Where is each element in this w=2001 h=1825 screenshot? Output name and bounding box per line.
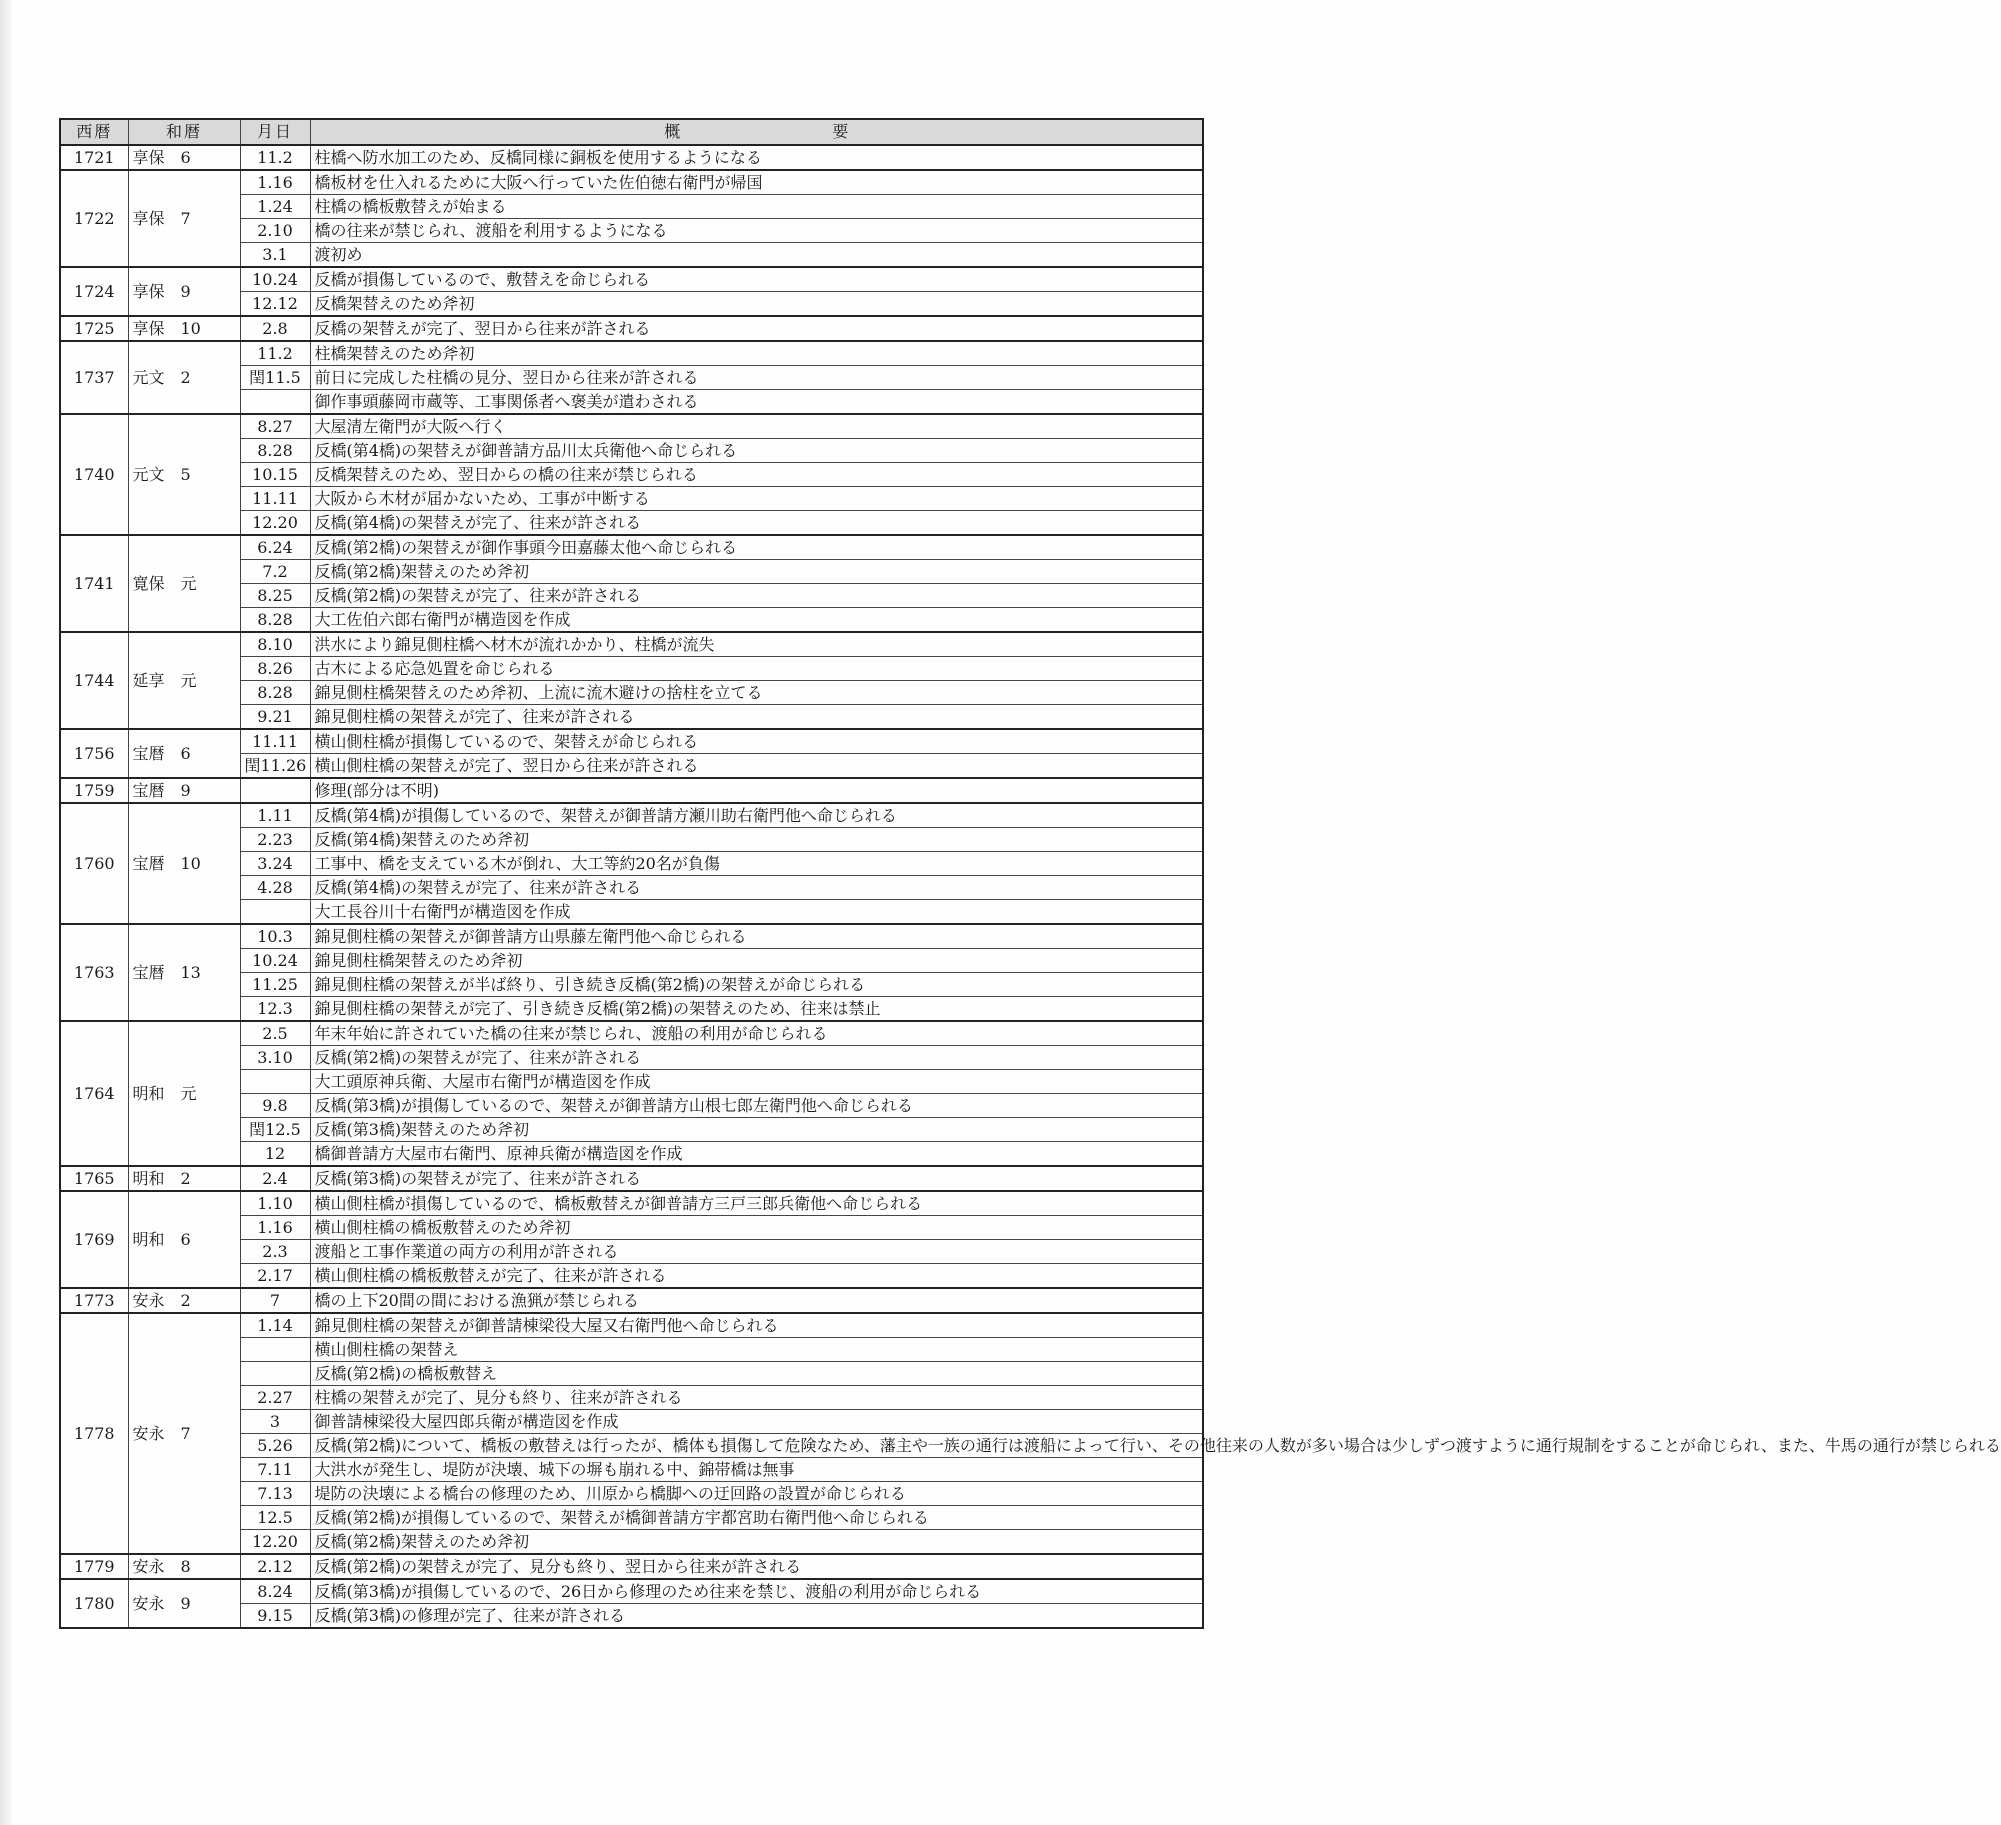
table-row [60, 1554, 1203, 1579]
year-cell: 1721 [60, 145, 128, 170]
date-cell: 2.10 [240, 219, 310, 243]
table-row [60, 267, 1203, 292]
date-cell: 12.3 [240, 997, 310, 1022]
date-cell: 10.3 [240, 924, 310, 949]
summary-cell: 大工佐伯六郎右衛門が構造図を作成 [310, 608, 1203, 633]
date-cell: 2.8 [240, 316, 310, 341]
date-cell: 8.10 [240, 632, 310, 657]
date-cell: 1.11 [240, 803, 310, 828]
date-cell: 1.16 [240, 1216, 310, 1240]
table-row [60, 803, 1203, 828]
date-cell: 2.4 [240, 1166, 310, 1191]
summary-cell: 柱橋の架替えが完了、見分も終り、往来が許される [310, 1386, 1203, 1410]
era-cell: 宝暦 6 [128, 729, 240, 778]
date-cell: 8.26 [240, 657, 310, 681]
summary-cell: 大屋清左衛門が大阪へ行く [310, 414, 1203, 439]
summary-cell: 橋御普請方大屋市右衛門、原神兵衛が構造図を作成 [310, 1142, 1203, 1167]
date-cell: 2.23 [240, 828, 310, 852]
era-cell: 延享 元 [128, 632, 240, 729]
summary-cell: 反橋(第2橋)架替えのため斧初 [310, 560, 1203, 584]
era-cell: 享保 9 [128, 267, 240, 316]
era-cell: 明和 元 [128, 1021, 240, 1166]
date-cell: 12.20 [240, 1530, 310, 1555]
date-cell: 12 [240, 1142, 310, 1167]
year-cell: 1744 [60, 632, 128, 729]
date-cell: 5.26 [240, 1434, 310, 1458]
date-cell: 閏12.5 [240, 1118, 310, 1142]
summary-cell: 柱橋架替えのため斧初 [310, 341, 1203, 366]
date-cell: 1.24 [240, 195, 310, 219]
table-row [60, 1021, 1203, 1046]
date-cell: 2.5 [240, 1021, 310, 1046]
summary-cell: 横山側柱橋の架替えが完了、翌日から往来が許される [310, 754, 1203, 779]
table-row [60, 1579, 1203, 1604]
summary-cell: 反橋(第2橋)の架替えが完了、往来が許される [310, 1046, 1203, 1070]
summary-cell: 横山側柱橋の架替え [310, 1338, 1203, 1362]
summary-cell: 洪水により錦見側柱橋へ材木が流れかかり、柱橋が流失 [310, 632, 1203, 657]
summary-cell: 錦見側柱橋の架替えが御普請方山県藤左衛門他へ命じられる [310, 924, 1203, 949]
summary-cell: 横山側柱橋の橋板敷替えのため斧初 [310, 1216, 1203, 1240]
summary-cell: 反橋(第3橋)の架替えが完了、往来が許される [310, 1166, 1203, 1191]
table-row [60, 170, 1203, 195]
table-row [60, 535, 1203, 560]
date-cell: 10.24 [240, 267, 310, 292]
date-cell: 8.25 [240, 584, 310, 608]
date-cell: 12.5 [240, 1506, 310, 1530]
summary-cell: 渡船と工事作業道の両方の利用が許される [310, 1240, 1203, 1264]
date-cell: 12.20 [240, 511, 310, 536]
summary-cell: 反橋(第4橋)の架替えが御普請方品川太兵衛他へ命じられる [310, 439, 1203, 463]
date-cell: 9.8 [240, 1094, 310, 1118]
summary-cell: 前日に完成した柱橋の見分、翌日から往来が許される [310, 366, 1203, 390]
table-row [60, 632, 1203, 657]
table-row [60, 1313, 1203, 1338]
summary-cell: 橋板材を仕入れるために大阪へ行っていた佐伯徳右衛門が帰国 [310, 170, 1203, 195]
summary-cell: 横山側柱橋が損傷しているので、架替えが命じられる [310, 729, 1203, 754]
year-cell: 1741 [60, 535, 128, 632]
summary-cell: 渡初め [310, 243, 1203, 268]
summary-cell: 古木による応急処置を命じられる [310, 657, 1203, 681]
era-cell: 明和 2 [128, 1166, 240, 1191]
year-cell: 1756 [60, 729, 128, 778]
year-cell: 1722 [60, 170, 128, 267]
summary-cell: 柱橋の橋板敷替えが始まる [310, 195, 1203, 219]
header-date: 月日 [240, 119, 310, 145]
era-cell: 享保 6 [128, 145, 240, 170]
table-row [60, 1166, 1203, 1191]
summary-cell: 反橋(第3橋)架替えのため斧初 [310, 1118, 1203, 1142]
date-cell: 6.24 [240, 535, 310, 560]
era-cell: 寛保 元 [128, 535, 240, 632]
summary-cell: 反橋の架替えが完了、翌日から往来が許される [310, 316, 1203, 341]
summary-cell: 反橋(第2橋)の橋板敷替え [310, 1362, 1203, 1386]
year-cell: 1769 [60, 1191, 128, 1288]
date-cell: 11.11 [240, 729, 310, 754]
year-cell: 1759 [60, 778, 128, 803]
header-year: 西暦 [60, 119, 128, 145]
year-cell: 1779 [60, 1554, 128, 1579]
era-cell: 安永 9 [128, 1579, 240, 1628]
summary-cell: 反橋(第3橋)の修理が完了、往来が許される [310, 1604, 1203, 1629]
summary-cell: 大阪から木材が届かないため、工事が中断する [310, 487, 1203, 511]
summary-cell: 橋の上下20間の間における漁猟が禁じられる [310, 1288, 1203, 1313]
date-cell: 7 [240, 1288, 310, 1313]
era-cell: 宝暦 9 [128, 778, 240, 803]
summary-cell: 橋の往来が禁じられ、渡船を利用するようになる [310, 219, 1203, 243]
era-cell: 元文 5 [128, 414, 240, 535]
date-cell: 8.24 [240, 1579, 310, 1604]
date-cell: 8.27 [240, 414, 310, 439]
summary-cell: 横山側柱橋が損傷しているので、橋板敷替えが御普請方三戸三郎兵衛他へ命じられる [310, 1191, 1203, 1216]
era-cell: 宝暦 10 [128, 803, 240, 924]
summary-cell: 錦見側柱橋の架替えが完了、引き続き反橋(第2橋)の架替えのため、往来は禁止 [310, 997, 1203, 1022]
era-cell: 享保 7 [128, 170, 240, 267]
summary-cell: 堤防の決壊による橋台の修理のため、川原から橋脚への迂回路の設置が命じられる [310, 1482, 1203, 1506]
date-cell [240, 778, 310, 803]
date-cell: 閏11.26 [240, 754, 310, 779]
date-cell [240, 900, 310, 925]
date-cell: 1.16 [240, 170, 310, 195]
date-cell: 10.15 [240, 463, 310, 487]
era-cell: 明和 6 [128, 1191, 240, 1288]
table-row [60, 1191, 1203, 1216]
year-cell: 1724 [60, 267, 128, 316]
summary-cell: 反橋(第4橋)架替えのため斧初 [310, 828, 1203, 852]
year-cell: 1740 [60, 414, 128, 535]
date-cell: 8.28 [240, 681, 310, 705]
table-row [60, 316, 1203, 341]
header-summary: 概 要 [310, 119, 1203, 145]
date-cell: 4.28 [240, 876, 310, 900]
summary-cell: 錦見側柱橋架替えのため斧初 [310, 949, 1203, 973]
summary-cell: 反橋(第3橋)が損傷しているので、26日から修理のため往来を禁じ、渡船の利用が命じられる [310, 1579, 1203, 1604]
date-cell: 3.10 [240, 1046, 310, 1070]
year-cell: 1765 [60, 1166, 128, 1191]
summary-cell: 大工長谷川十右衛門が構造図を作成 [310, 900, 1203, 925]
summary-cell: 御普請棟梁役大屋四郎兵衛が構造図を作成 [310, 1410, 1203, 1434]
date-cell: 8.28 [240, 608, 310, 633]
table-row [60, 414, 1203, 439]
table-row [60, 778, 1203, 803]
table-row [60, 145, 1203, 170]
date-cell: 2.27 [240, 1386, 310, 1410]
date-cell [240, 1338, 310, 1362]
date-cell: 2.17 [240, 1264, 310, 1289]
date-cell: 7.11 [240, 1458, 310, 1482]
summary-cell: 反橋架替えのため斧初 [310, 292, 1203, 317]
table-row [60, 729, 1203, 754]
date-cell: 11.25 [240, 973, 310, 997]
date-cell: 3.24 [240, 852, 310, 876]
summary-cell: 反橋(第2橋)の架替えが完了、往来が許される [310, 584, 1203, 608]
date-cell: 2.12 [240, 1554, 310, 1579]
year-cell: 1763 [60, 924, 128, 1021]
year-cell: 1773 [60, 1288, 128, 1313]
era-cell: 元文 2 [128, 341, 240, 414]
table-body [60, 145, 2001, 1628]
summary-cell: 反橋(第2橋)について、橋板の敷替えは行ったが、橋体も損傷して危険なため、藩主や一族の通行は渡船によって行い、その他往来の人数が多い場合は少しずつ渡すように通行規制をすることが命じられ、また、牛馬の通行が禁じられる [310, 1434, 1203, 1458]
summary-cell: 反橋(第2橋)が損傷しているので、架替えが橋御普請方宇都宮助右衛門他へ命じられる [310, 1506, 1203, 1530]
era-cell: 享保 10 [128, 316, 240, 341]
date-cell: 11.11 [240, 487, 310, 511]
year-cell: 1778 [60, 1313, 128, 1554]
era-cell: 安永 7 [128, 1313, 240, 1554]
date-cell: 2.3 [240, 1240, 310, 1264]
year-cell: 1780 [60, 1579, 128, 1628]
summary-cell: 反橋(第3橋)が損傷しているので、架替えが御普請方山根七郎左衛門他へ命じられる [310, 1094, 1203, 1118]
history-table [59, 118, 2001, 1629]
era-cell: 安永 2 [128, 1288, 240, 1313]
year-cell: 1760 [60, 803, 128, 924]
date-cell: 3.1 [240, 243, 310, 268]
era-cell: 宝暦 13 [128, 924, 240, 1021]
summary-cell: 錦見側柱橋の架替えが完了、往来が許される [310, 705, 1203, 730]
summary-cell: 御作事頭藤岡市蔵等、工事関係者へ褒美が遣わされる [310, 390, 1203, 415]
table-header [60, 119, 1203, 145]
date-cell: 10.24 [240, 949, 310, 973]
table-row [60, 1288, 1203, 1313]
summary-cell: 錦見側柱橋の架替えが半ば終り、引き続き反橋(第2橋)の架替えが命じられる [310, 973, 1203, 997]
date-cell [240, 1070, 310, 1094]
summary-cell: 反橋(第4橋)が損傷しているので、架替えが御普請方瀬川助右衛門他へ命じられる [310, 803, 1203, 828]
date-cell: 7.2 [240, 560, 310, 584]
date-cell: 閏11.5 [240, 366, 310, 390]
summary-cell: 反橋が損傷しているので、敷替えを命じられる [310, 267, 1203, 292]
era-cell: 安永 8 [128, 1554, 240, 1579]
summary-cell: 反橋(第4橋)の架替えが完了、往来が許される [310, 511, 1203, 536]
date-cell: 9.15 [240, 1604, 310, 1629]
date-cell [240, 390, 310, 415]
summary-cell: 反橋(第2橋)の架替えが完了、見分も終り、翌日から往来が許される [310, 1554, 1203, 1579]
date-cell: 11.2 [240, 341, 310, 366]
year-cell: 1764 [60, 1021, 128, 1166]
header-row [60, 119, 1203, 145]
summary-cell: 反橋(第2橋)架替えのため斧初 [310, 1530, 1203, 1555]
header-era: 和暦 [128, 119, 240, 145]
page-edge-shadow [0, 0, 12, 1825]
date-cell: 3 [240, 1410, 310, 1434]
table-row [60, 924, 1203, 949]
date-cell: 1.14 [240, 1313, 310, 1338]
date-cell: 7.13 [240, 1482, 310, 1506]
summary-cell: 錦見側柱橋架替えのため斧初、上流に流木避けの捨柱を立てる [310, 681, 1203, 705]
year-cell: 1725 [60, 316, 128, 341]
date-cell: 12.12 [240, 292, 310, 317]
summary-cell: 横山側柱橋の橋板敷替えが完了、往来が許される [310, 1264, 1203, 1289]
date-cell [240, 1362, 310, 1386]
summary-cell: 反橋(第4橋)の架替えが完了、往来が許される [310, 876, 1203, 900]
summary-cell: 反橋架替えのため、翌日からの橋の往来が禁じられる [310, 463, 1203, 487]
summary-cell: 反橋(第2橋)の架替えが御作事頭今田嘉藤太他へ命じられる [310, 535, 1203, 560]
date-cell: 8.28 [240, 439, 310, 463]
summary-cell: 修理(部分は不明) [310, 778, 1203, 803]
date-cell: 11.2 [240, 145, 310, 170]
summary-cell: 大洪水が発生し、堤防が決壊、城下の塀も崩れる中、錦帯橋は無事 [310, 1458, 1203, 1482]
summary-cell: 年末年始に許されていた橋の往来が禁じられ、渡船の利用が命じられる [310, 1021, 1203, 1046]
date-cell: 9.21 [240, 705, 310, 730]
summary-cell: 錦見側柱橋の架替えが御普請棟梁役大屋又右衛門他へ命じられる [310, 1313, 1203, 1338]
date-cell: 1.10 [240, 1191, 310, 1216]
summary-cell: 柱橋へ防水加工のため、反橋同様に銅板を使用するようになる [310, 145, 1203, 170]
table-row [60, 341, 1203, 366]
year-cell: 1737 [60, 341, 128, 414]
summary-cell: 大工頭原神兵衛、大屋市右衛門が構造図を作成 [310, 1070, 1203, 1094]
summary-cell: 工事中、橋を支えている木が倒れ、大工等約20名が負傷 [310, 852, 1203, 876]
